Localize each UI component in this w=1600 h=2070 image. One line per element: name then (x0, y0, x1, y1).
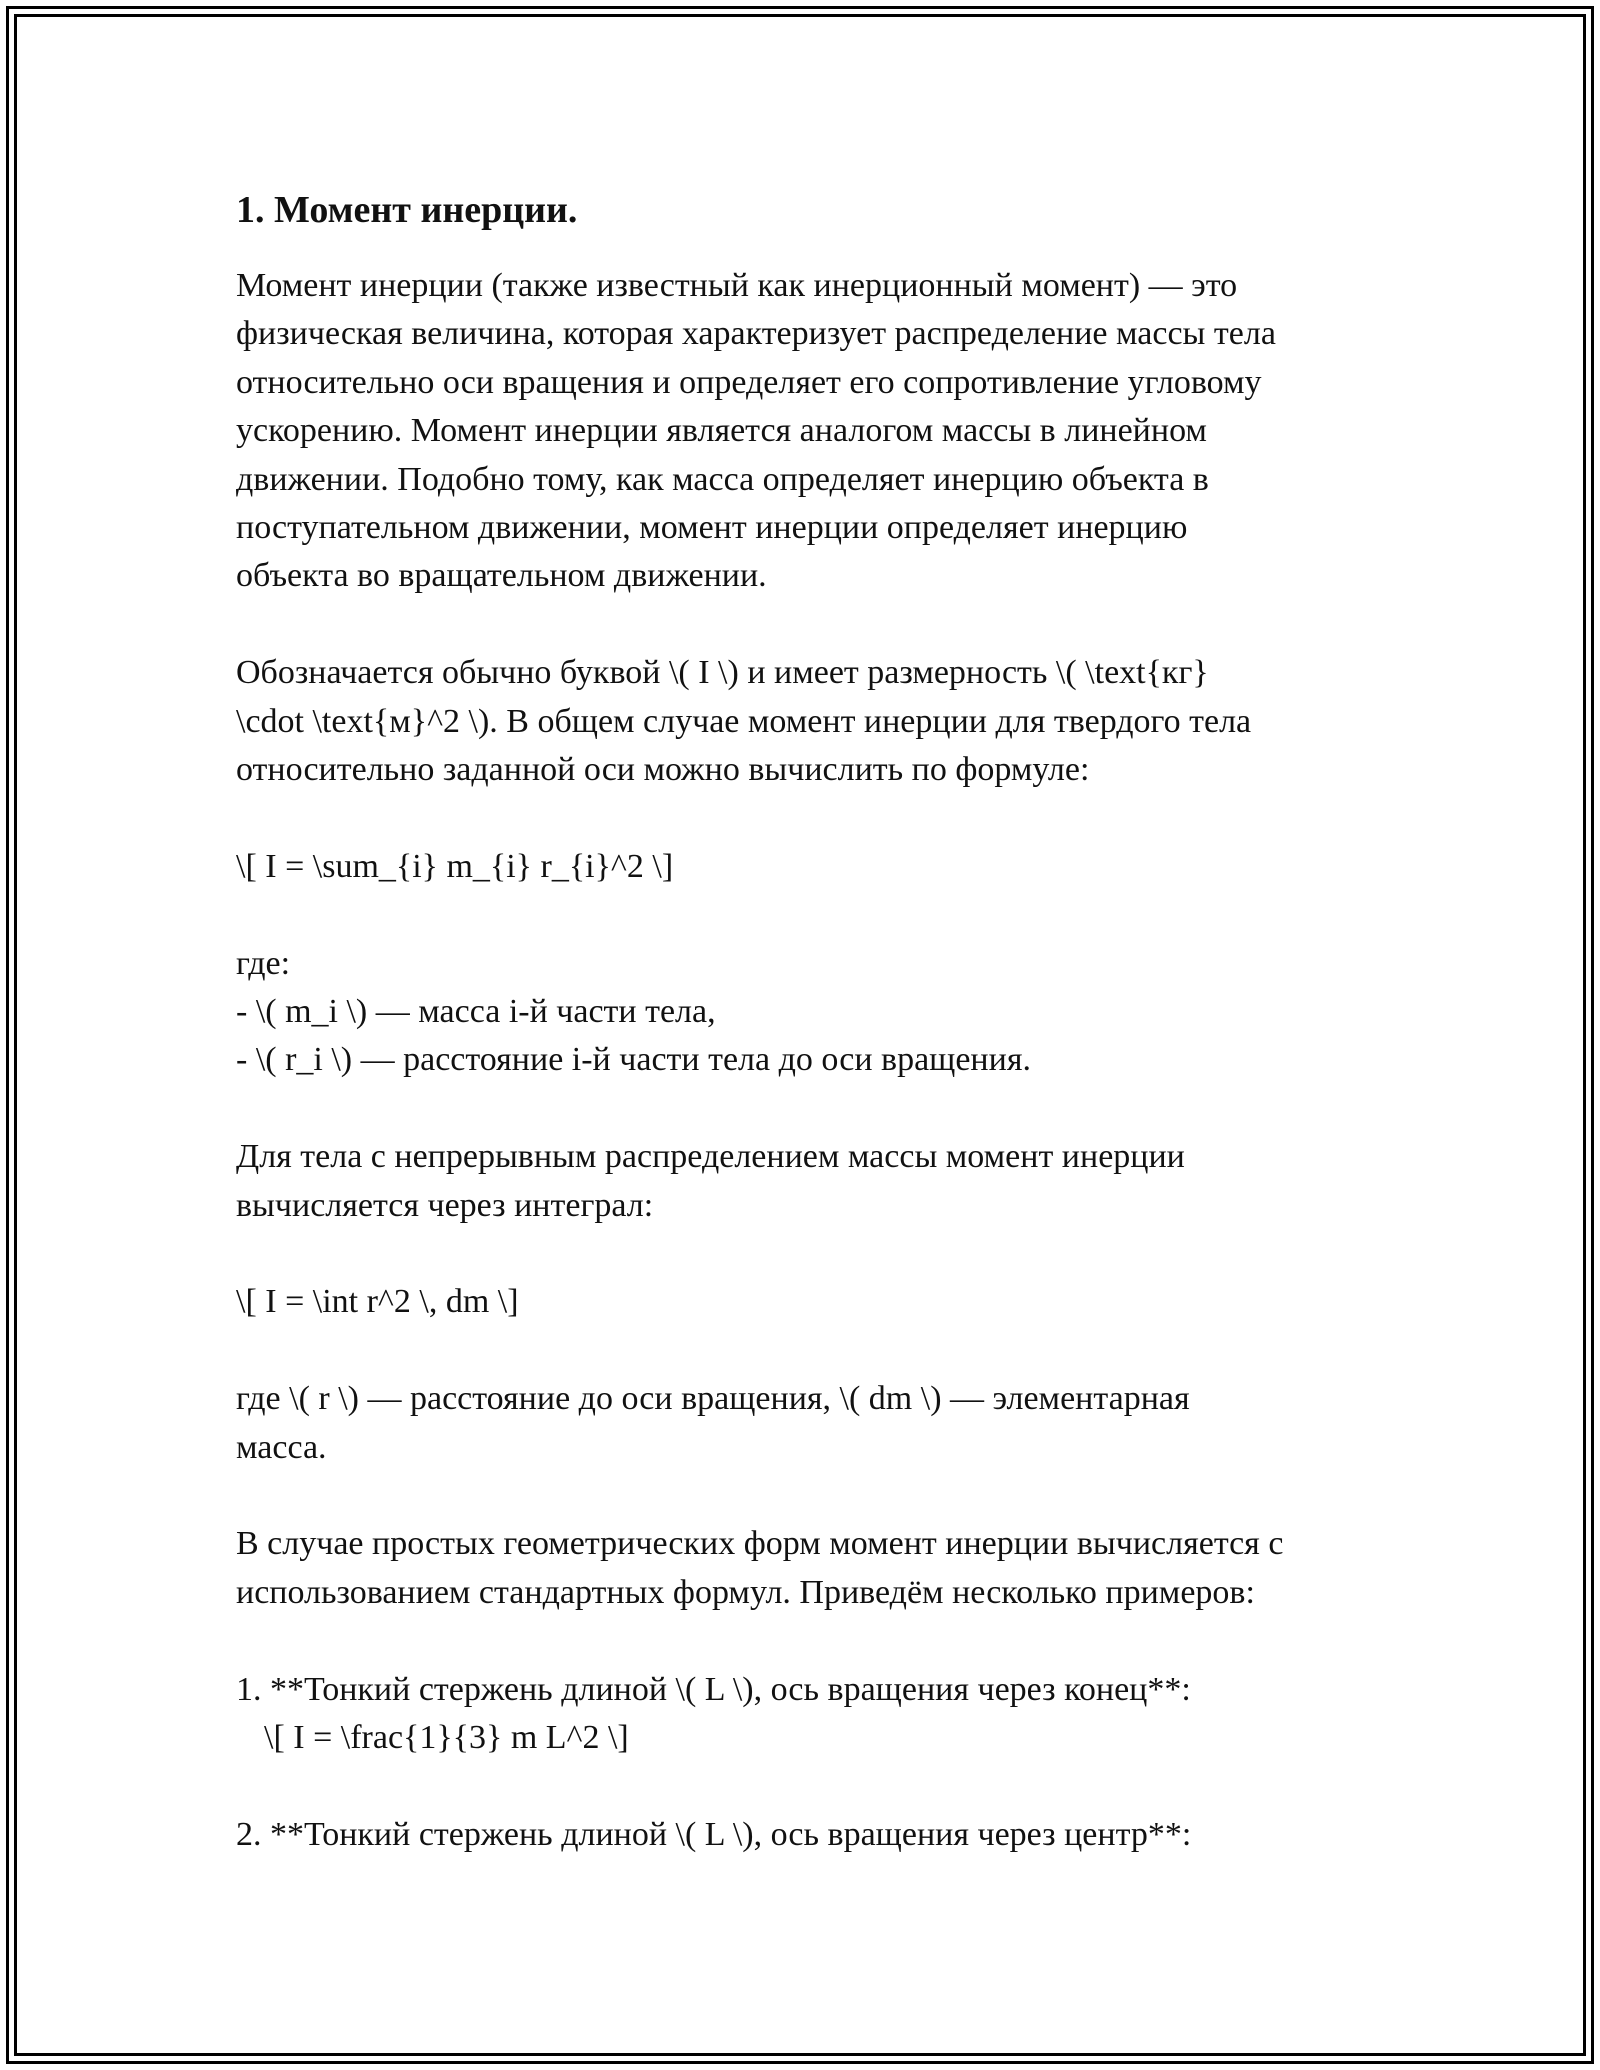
spacer (236, 1472, 1396, 1520)
spacer (236, 601, 1396, 649)
example-2-title: 2. **Тонкий стержень длиной \( L \), ось вращения через центр**: (236, 1815, 1192, 1853)
section-heading: 1. Момент инерции. (236, 189, 578, 231)
spacer (236, 891, 1396, 939)
spacer (236, 1230, 1396, 1278)
example-1-title: 1. **Тонкий стержень длиной \( L \), ось вращения через конец**: (236, 1670, 1191, 1708)
spacer (236, 1327, 1396, 1375)
spacer (236, 1085, 1396, 1133)
examples-intro: В случае простых геометрических форм момент инерции вычисляется с использованием стандартных формул. Приведём несколько примеров: (236, 1525, 1284, 1611)
integral-explanation: где \( r \) — расстояние до оси вращения, \( dm \) — элементарная масса. (236, 1380, 1190, 1466)
spacer (236, 1617, 1396, 1665)
example-1-formula: \[ I = \frac{1}{3} m L^2 \] (264, 1719, 629, 1757)
intro-paragraph: Момент инерции (также известный как инерционный момент) — это физическая величина, которая характеризует распределение массы тела относительно оси вращения и определяет его сопротивление угловому ускорению. Момент инерции является аналогом массы в линейном движении. Подобно тому, как масса определяет инерцию объекта в поступательном движении, момент инерции определяет инерцию объекта во вращательном движении. (236, 267, 1276, 595)
spacer (236, 1762, 1396, 1810)
sum-formula: \[ I = \sum_{i} m_{i} r_{i}^2 \] (236, 847, 674, 885)
where-item-distance: - \( r_i \) — расстояние i-й части тела до оси вращения. (236, 1041, 1031, 1079)
where-item-mass: - \( m_i \) — масса i-й части тела, (236, 993, 716, 1031)
notation-paragraph: Обозначается обычно буквой \( I \) и имеет размерность \( \text{кг} \cdot \text{м}^2 \). В общем случае момент инерции для твердого тела относительно заданной оси можно вычислить по формуле: (236, 654, 1252, 789)
integral-formula: \[ I = \int r^2 \, dm \] (236, 1283, 519, 1321)
where-label: где: (236, 944, 291, 982)
continuous-paragraph: Для тела с непрерывным распределением массы момент инерции вычисляется через интеграл: (236, 1138, 1185, 1224)
spacer (236, 794, 1396, 842)
document-page (236, 186, 1396, 1859)
